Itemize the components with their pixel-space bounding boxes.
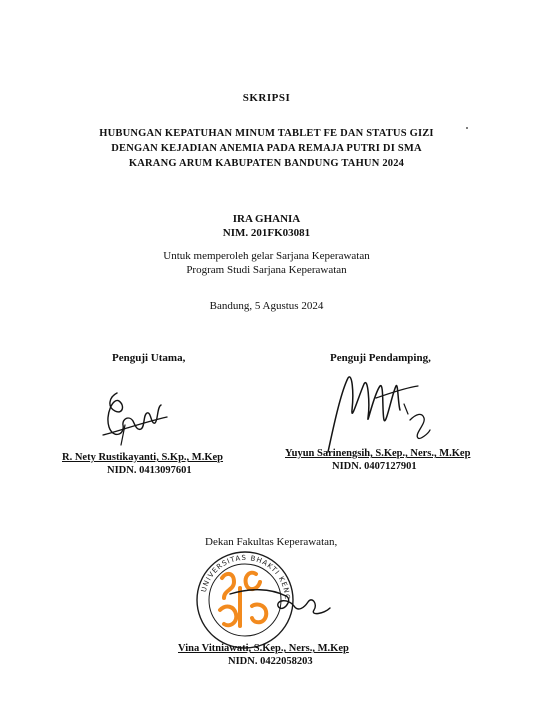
author-block (0, 212, 533, 240)
thesis-title-line: KARANG ARUM KABUPATEN BANDUNG TAHUN 2024 (128, 158, 405, 169)
purpose-line: Untuk memperoleh gelar Sarjana Keperawatan (163, 250, 370, 262)
examiner-companion-signature (318, 364, 438, 459)
examiner-main-signature (95, 385, 175, 455)
dean-name: Vina Vitniawati, S.Kep., Ners., M.Kep (178, 643, 349, 654)
degree-purpose (0, 250, 533, 277)
dean-nidn: NIDN. 0422058203 (228, 656, 313, 667)
examiner-main-name: R. Nety Rustikayanti, S.Kp., M.Kep (62, 452, 224, 463)
examiner-companion-name: Yuyun Sarinengsih, S.Kep., Ners., M.Kep (285, 448, 471, 459)
author-nim: NIM. 201FK03081 (222, 227, 311, 239)
thesis-title (60, 126, 473, 171)
examiner-main-role: Penguji Utama, (112, 352, 186, 364)
examiner-companion-role: Penguji Pendamping, (330, 352, 431, 364)
thesis-title-line: DENGAN KEJADIAN ANEMIA PADA REMAJA PUTRI DI SMA (111, 143, 422, 154)
stamp-ring-text: UNIVERSITAS BHAKTI KENCANA (186, 542, 292, 601)
purpose-line: Program Studi Sarjana Keperawatan (186, 263, 347, 276)
thesis-title-line: HUBUNGAN KEPATUHAN MINUM TABLET FE DAN STATUS GIZI (99, 128, 434, 139)
dean-role: Dekan Fakultas Keperawatan, (205, 536, 338, 548)
examiner-main-nidn: NIDN. 0413097601 (107, 465, 192, 476)
author-name: IRA GHANIA (232, 213, 301, 225)
examiner-companion-nidn: NIDN. 0407127901 (332, 461, 417, 472)
place-date: Bandung, 5 Agustus 2024 (209, 300, 324, 312)
document-type: SKRIPSI (242, 92, 291, 104)
